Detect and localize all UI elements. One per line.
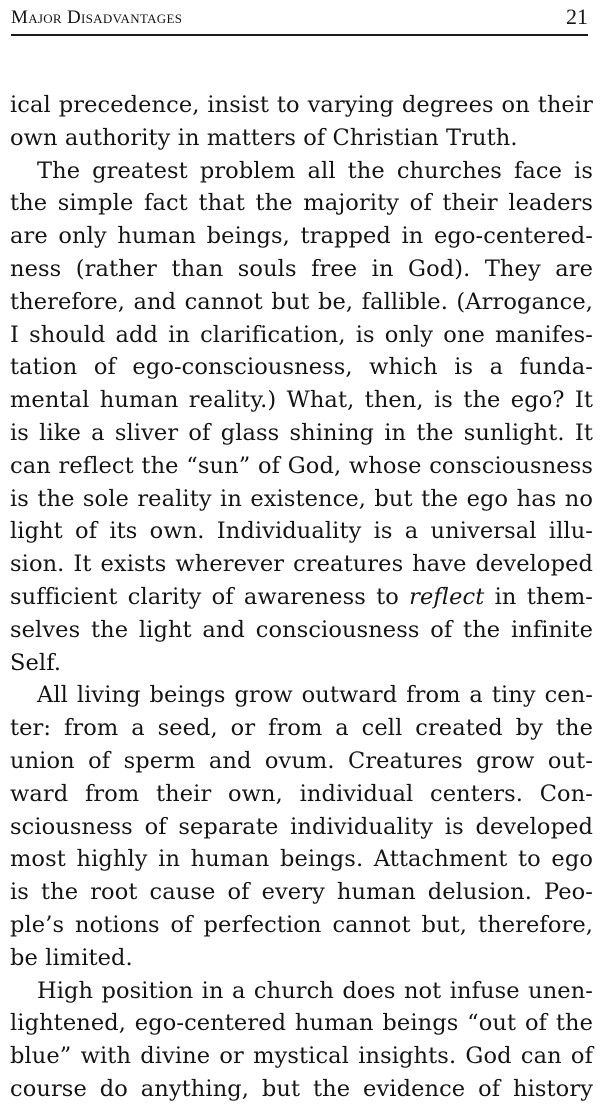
text-line [10,1073,593,1106]
text-line [10,614,593,647]
text-line [10,122,593,155]
text-run: are only human beings, trapped in ego-centered- [10,223,593,250]
text-line [10,778,593,811]
text-run: All living beings grow outward from a tiny cen- [37,682,593,709]
text-line [10,1007,593,1040]
text-line [10,253,593,286]
text-run: is the sole reality in existence, but the ego has no [10,485,593,512]
text-line [10,581,593,614]
text-run: sion. It exists wherever creatures have developed [10,551,593,578]
text-run: tation of ego-consciousness, which is a funda- [10,354,593,381]
text-run: sciousness of separate individuality is developed [10,813,593,840]
text-line [10,187,593,220]
text-run: own authority in matters of Christian Truth. [10,124,518,151]
text-run: ward from their own, individual centers. Con- [10,780,593,807]
text-run: the simple fact that the majority of their leaders [10,190,593,217]
text-line [10,417,593,450]
text-run: mental human reality.) What, then, is the ego? It [10,387,593,414]
text-line [10,876,593,909]
text-run: I should add in clarification, is only one manifes- [10,321,593,348]
text-run: selves the light and consciousness of the infinite [10,616,593,643]
running-head: Major Disadvantages [11,7,183,28]
text-run: ical precedence, insist to varying degrees on their [10,92,593,118]
text-line [10,515,593,548]
text-run: is like a sliver of glass shining in the sunlight. It [10,419,593,446]
text-run: High position in a church does not infuse unen- [37,977,593,1004]
text-line [10,811,593,844]
text-run: most highly in human beings. Attachment to ego [10,846,593,873]
text-line [10,843,593,876]
text-run: light of its own. Individuality is a universal illu- [10,518,593,545]
text-line [10,450,593,483]
text-line [10,155,593,188]
text-run: be limited. [10,944,133,971]
italic-word: reflect [409,583,485,610]
text-line [10,548,593,581]
text-run: lightened, ego-centered human beings “out of the [10,1010,593,1037]
text-run: therefore, and cannot but be, fallible. (Arrogance, [10,288,593,315]
text-run: Self. [10,649,62,676]
text-run: course do anything, but the evidence of history [10,1075,593,1102]
text-line [10,319,593,352]
text-line [10,712,593,745]
text-run: can reflect the “sun” of God, whose consciousness [10,452,593,479]
text-line [10,679,593,712]
text-line [10,351,593,384]
page-header [11,2,588,36]
text-run: sufficient clarity of awareness to [10,583,410,610]
text-line [10,909,593,942]
text-line [10,220,593,253]
text-run: blue” with divine or mystical insights. God can of [10,1043,593,1070]
text-line [10,975,593,1008]
text-line [10,1040,593,1073]
page-number: 21 [566,4,588,29]
text-run: in them- [484,583,593,610]
text-line [10,745,593,778]
text-line [10,483,593,516]
text-run: is the root cause of every human delusion. Peo- [10,879,593,906]
text-line [10,384,593,417]
text-run: ter: from a seed, or from a cell created by the [10,715,593,742]
text-run: ple’s notions of perfection cannot but, therefore, [10,911,593,938]
text-line [10,942,593,975]
text-line [10,89,593,122]
text-run: ness (rather than souls free in God). They are [10,255,593,282]
text-run: union of sperm and ovum. Creatures grow out- [10,747,593,774]
text-line [10,647,593,680]
text-line [10,286,593,319]
text-run: The greatest problem all the churches face is [37,157,593,184]
body-text [10,89,593,1102]
